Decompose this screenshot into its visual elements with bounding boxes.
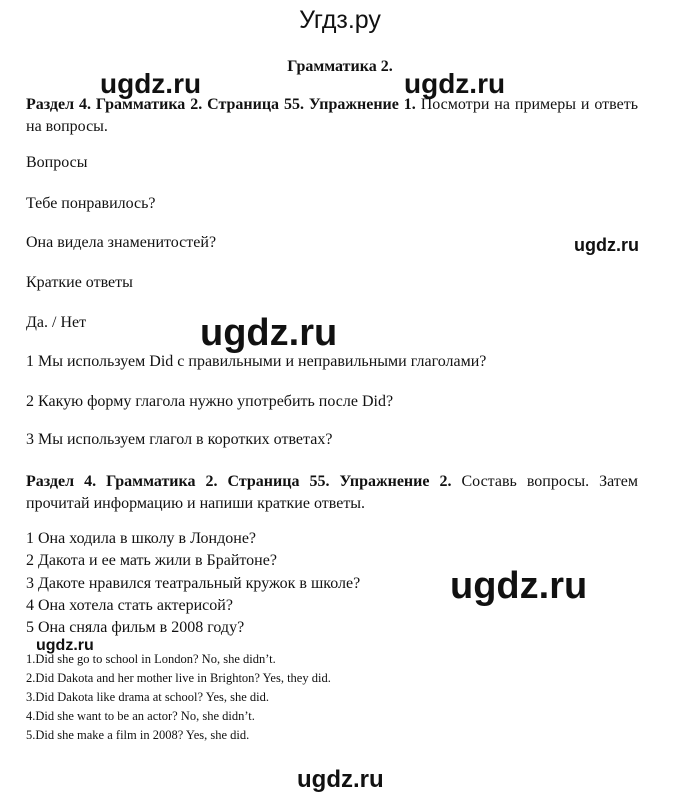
- watermark: ugdz.ru: [574, 235, 639, 255]
- watermark: ugdz.ru: [450, 565, 588, 607]
- text-line: Вопросы: [26, 154, 88, 171]
- text-line: 2 Какую форму глагола нужно употребить после Did?: [26, 393, 394, 410]
- answer-item: 5.Did she make a film in 2008? Yes, she did.: [26, 728, 250, 742]
- answer-item: 2.Did Dakota and her mother live in Brighton? Yes, they did.: [26, 671, 331, 685]
- question-item: 1 Она ходила в школу в Лондоне?: [26, 530, 257, 547]
- exercise-1-label: Раздел 4. Грамматика 2. Страница 55. Упражнение 1.: [26, 96, 416, 113]
- answer-item: 1.Did she go to school in London? No, she didn’t.: [26, 652, 276, 666]
- exercise-2-header: [26, 471, 638, 515]
- exercise-1-instruction: Посмотри на примеры и ответь на вопросы.: [26, 96, 638, 135]
- watermark: ugdz.ru: [297, 766, 384, 793]
- watermark: ugdz.ru: [200, 312, 338, 354]
- watermark: ugdz.ru: [404, 68, 506, 99]
- text-line: 3 Мы используем глагол в коротких ответах?: [26, 431, 333, 448]
- text-line: Тебе понравилось?: [26, 195, 156, 212]
- text-line: 1 Мы используем Did с правильными и неправильными глаголами?: [26, 353, 487, 370]
- question-item: 3 Дакоте нравился театральный кружок в школе?: [26, 575, 361, 592]
- question-item: 2 Дакота и ее мать жили в Брайтоне?: [26, 552, 277, 569]
- question-item: 4 Она хотела стать актерисой?: [26, 597, 233, 614]
- exercise-2-instruction: Составь вопросы. Затем прочитай информацию и напиши краткие ответы.: [26, 473, 639, 512]
- text-line: Краткие ответы: [26, 274, 133, 291]
- page-heading: Грамматика 2.: [287, 58, 393, 75]
- watermark: ugdz.ru: [100, 68, 202, 99]
- answer-item: 4.Did she want to be an actor? No, she didn’t.: [26, 709, 255, 723]
- text-line: Она видела знаменитостей?: [26, 234, 217, 251]
- site-title: Угдз.ру: [299, 6, 381, 34]
- watermark: ugdz.ru: [36, 637, 94, 654]
- exercise-1-header: [26, 94, 638, 138]
- text-line: Да. / Нет: [26, 314, 87, 331]
- question-item: 5 Она сняла фильм в 2008 году?: [26, 619, 245, 636]
- answer-item: 3.Did Dakota like drama at school? Yes, she did.: [26, 690, 270, 704]
- exercise-2-label: Раздел 4. Грамматика 2. Страница 55. Упражнение 2.: [26, 473, 452, 490]
